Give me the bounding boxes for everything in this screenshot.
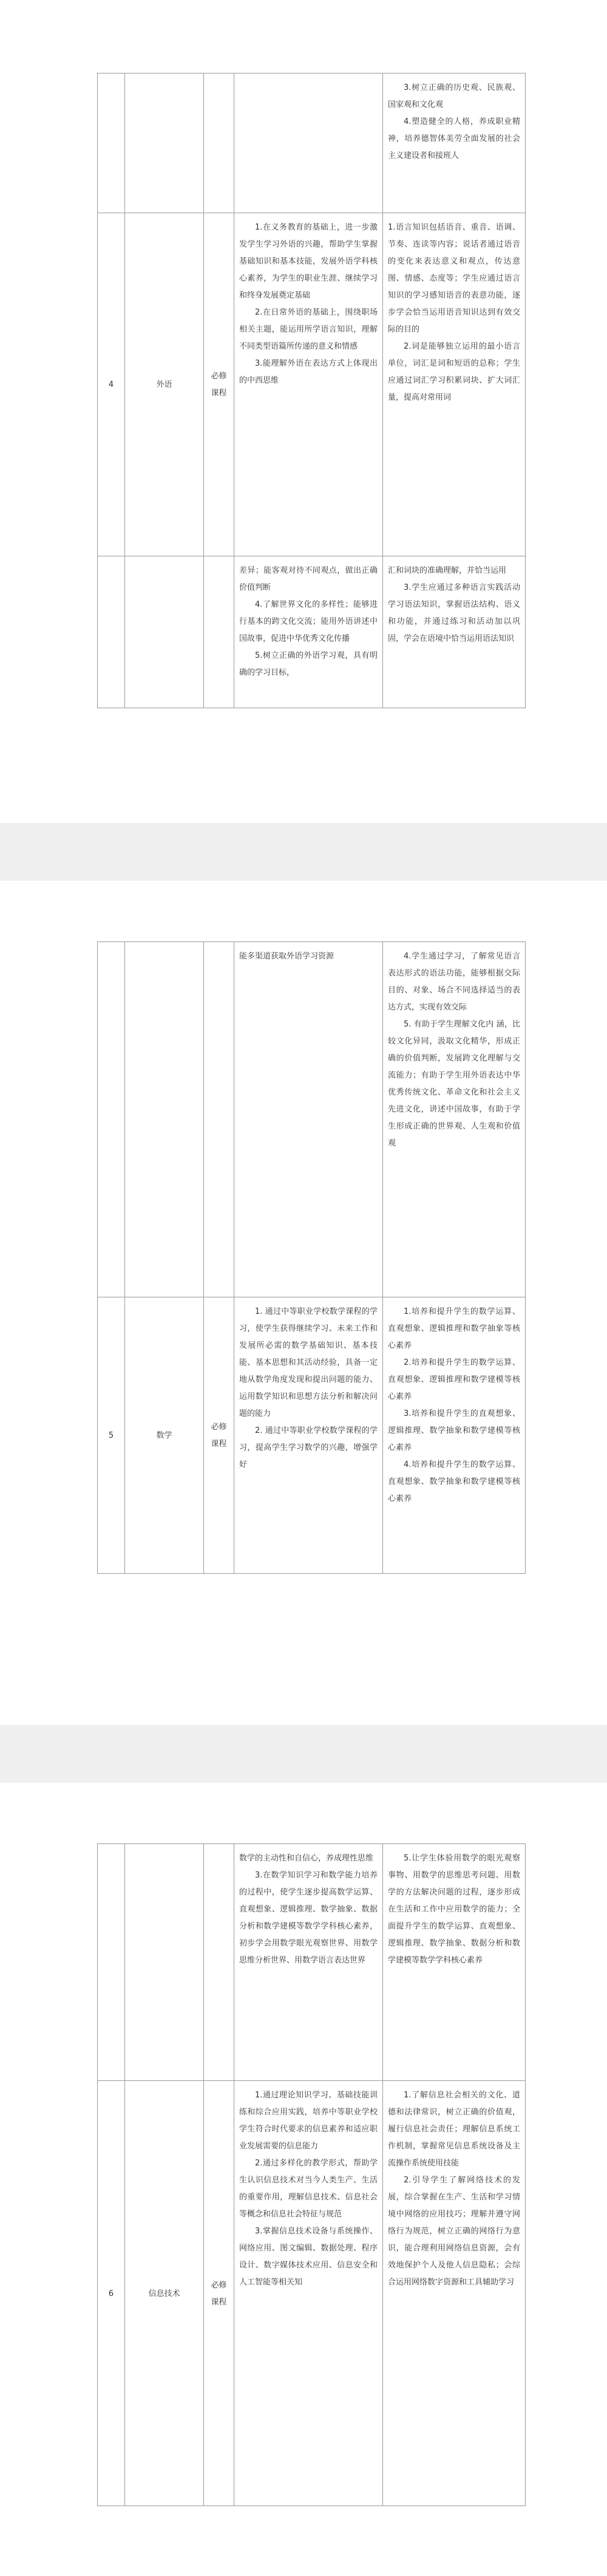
table-row [98,942,526,1297]
course-name-cell: 数学 [125,1297,204,1574]
course-number-cell [98,73,125,213]
course-type-cell [204,556,234,708]
page-2 [0,556,607,823]
course-requirement-cell [383,942,526,1297]
requirement-paragraph: 2.词是能够独立运用的最小语言单位，词汇是词和短语的总称；学生应通过词汇学习积累词块、扩大词汇量，提高对常用词 [388,342,520,402]
goal-paragraph: 1. 通过中等职业学校数学课程的学习，使学生获得继续学习、未来工作和发展所必需的数学基础知识、基本技能、基本思想和其活动经验，具备一定地从数学角度发现和提出问题的能力、运用数学知识和思想方法分析和解决问题的能力 [239,1307,378,1418]
course-name-cell [125,942,204,1297]
course-type-cell: 必修课程 [204,213,234,556]
requirement-paragraph: 2.引导学生了解网络技术的发展，综合掌握在生产、生活和学习情境中网络的应用技巧；理解并遵守网络行为规范，树立正确的网络行为意识，能合理利用网络信息资源，会有效地保护个人及他人信息隐私；会综合运用网络数字资源和工具辅助学习 [388,2176,520,2287]
requirement-paragraph: 汇和词块的准确理解，并恰当运用 [388,566,507,575]
curriculum-table-page-4 [97,1843,526,2506]
course-name-cell [125,1844,204,2081]
course-number-cell [98,942,125,1297]
requirement-paragraph: 3.培养和提升学生的直观想象、逻辑推理、数学抽象和数学建模等核心素养 [388,1409,520,1452]
course-goal-cell [234,1297,383,1574]
goal-paragraph: 数学的主动性和自信心，养成理性思维 [239,1854,374,1863]
course-type-cell [204,942,234,1297]
goal-paragraph: 2.通过多样化的教学形式，帮助学生认识信息技术对当今人类生产、生活的重要作用，理解信息技术、信息社会等概念和信息社会特征与规范 [239,2159,378,2219]
course-requirement-cell [383,213,526,556]
curriculum-table-page-2 [97,556,526,708]
requirement-paragraph: 3.学生应通过多种语言实践活动学习语法知识，掌握语法结构、语义和功能，并通过练习和活动加以巩固，学会在语境中恰当运用语法知识 [388,583,520,643]
table-row [98,2081,526,2506]
table-row [98,556,526,708]
course-goal-cell [234,213,383,556]
goal-paragraph: 3.在数学知识学习和数学能力培养的过程中，使学生逐步提高数学运算、直观想象、逻辑推理、数学抽象、数据分析和数学建模等数学学科核心素养，初步学会用数学眼光观察世界、用数学思维分析世界、用数学语言表达世界 [239,1871,378,1965]
course-requirement-cell [383,1844,526,2081]
curriculum-table-page-1 [97,73,526,556]
requirement-paragraph: 4.培养和提升学生的数学运算、直观想象、数学抽象和数学建模等核心素养 [388,1460,520,1503]
course-number-cell: 5 [98,1297,125,1574]
course-goal-cell [234,2081,383,2506]
requirement-paragraph: 1.了解信息社会相关的文化、道德和法律常识，树立正确的价值观，履行信息社会责任；理解信息系统工作机制，掌握常见信息系统设备及主流操作系统使用技能 [388,2091,520,2168]
course-type-cell [204,73,234,213]
course-type-cell: 必修课程 [204,2081,234,2506]
requirement-paragraph: 4.学生通过学习，了解常见语言表达形式的语法功能，能够根据交际目的、对象、场合不同选择适当的表达方式，实现有效交际 [388,952,520,1012]
course-goal-cell [234,73,383,213]
goal-paragraph: 3.能理解外语在表达方式上体现出的中西思维 [239,359,378,385]
table-row [98,213,526,556]
goal-paragraph: 2. 通过中等职业学校数学课程的学习，提高学生学习数学的兴趣，增强学好 [239,1426,378,1469]
requirement-paragraph: 3.树立正确的历史观、民族观、国家观和文化观 [388,83,520,109]
goal-paragraph: 5.树立正确的外语学习观，具有明确的学习目标， [239,651,378,677]
course-name-cell: 信息技术 [125,2081,204,2506]
requirement-paragraph: 1.培养和提升学生的数学运算、直观想象、逻辑推理和数学抽象等核心素养 [388,1307,520,1350]
requirement-paragraph: 5. 有助于学生理解文化内 涵，比较文化异同，汲取文化精华，形成正确的价值判断，发展跨文化理解与交流能力；有助于学生用外语表达中华优秀传统文化、革命文化和社会主义先进文化，讲述中国故事，有助于学生形成正确的世界观、人生观和价值观 [388,1020,520,1148]
course-type-cell [204,1844,234,2081]
requirement-paragraph: 2.培养和提升学生的数学运算、直观想象、逻辑推理和数学建模等核心素养 [388,1358,520,1401]
goal-paragraph: 能多渠道获取外语学习资源 [239,952,334,961]
course-requirement-cell [383,556,526,708]
course-name-cell [125,73,204,213]
goal-paragraph: 4.了解世界文化的多样性；能够进行基本的跨文化交流；能用外语讲述中国故事，促进中华优秀文化传播 [239,600,378,643]
course-requirement-cell [383,2081,526,2506]
requirement-paragraph: 1.语言知识包括语音、重音、语调、节奏、连读等内容；说话者通过语音的变化来表达意义和观点，传达意图、情感、态度等；学生应通过语言知识的学习感知语音的表意功能，逐步学会恰当运用语音知识达到有效交际的目的 [388,223,520,334]
goal-paragraph: 3.掌握信息技术设备与系统操作、网络应用、图文编辑、数据处理、程序设计、数字媒体技术应用、信息安全和人工智能等相关知 [239,2227,378,2287]
page-4 [0,1783,607,2576]
course-name-cell: 外语 [125,213,204,556]
course-name-cell [125,556,204,708]
page-3 [0,881,607,1725]
course-number-cell: 6 [98,2081,125,2506]
table-row [98,73,526,213]
course-goal-cell [234,556,383,708]
course-number-cell [98,1844,125,2081]
curriculum-table-page-3 [97,941,526,1574]
course-requirement-cell [383,73,526,213]
table-row [98,1844,526,2081]
course-number-cell: 4 [98,213,125,556]
course-number-cell [98,556,125,708]
goal-paragraph: 1.在义务教育的基础上，进一步激发学生学习外语的兴趣，帮助学生掌握基础知识和基本技能，发展外语学科核心素养，为学生的职业生涯、继续学习和终身发展奠定基础 [239,223,378,300]
page-gap [0,823,607,881]
goal-paragraph: 差异；能客观对待不同观点，做出正确价值判断 [239,566,378,592]
course-goal-cell [234,942,383,1297]
requirement-paragraph: 4.塑造健全的人格，养成职业精神，培养德智体美劳全面发展的社会主义建设者和接班人 [388,117,520,160]
goal-paragraph: 1.通过理论知识学习、基础技能训练和综合应用实践，培养中等职业学校学生符合时代要求的信息素养和适应职业发展需要的信息能力 [239,2091,378,2151]
requirement-paragraph: 5.让学生体验用数学的眼光观察事物、用数学的思维思考问题、用数学的方法解决问题的过程，逐步形成在生活和工作中应用数学的能力；全面提升学生的数学运算、直观想象、逻辑推理、数学抽象、数据分析和数学建模等数学学科核心素养 [388,1854,520,1965]
course-type-cell: 必修课程 [204,1297,234,1574]
course-goal-cell [234,1844,383,2081]
course-requirement-cell [383,1297,526,1574]
page-gap [0,1725,607,1783]
table-row [98,1297,526,1574]
goal-paragraph: 2.在日常外语的基础上，围绕职场相关主题，能运用所学语言知识，理解不同类型语篇所传递的意义和情感 [239,308,378,351]
